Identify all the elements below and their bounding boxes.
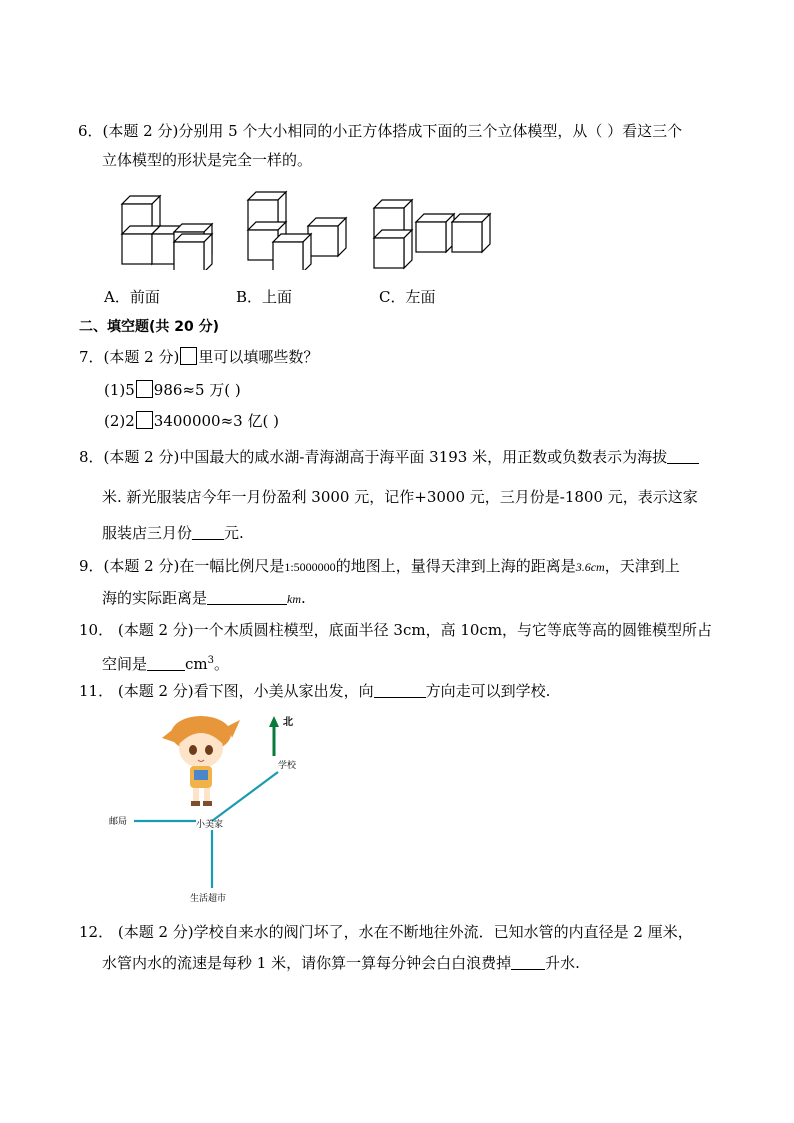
answer-blank <box>192 525 224 540</box>
q12-line2-prefix: 水管内水的流速是每秒 1 米，请你算一算每分钟会白白浪费掉 <box>102 954 512 972</box>
q6-line2: 立体模型的形状是完全一样的。 <box>102 151 313 169</box>
section-title: 二、填空题(共 20 分) <box>79 319 220 335</box>
north-label: 北 <box>283 717 293 728</box>
q10-line2-suffix: 。 <box>214 655 230 673</box>
q7-stem-suffix: 里可以填哪些数？ <box>198 348 319 366</box>
route-to-school <box>212 772 278 821</box>
answer-blank <box>511 955 545 970</box>
q11-line1 <box>79 681 550 701</box>
q9-prefix: 9．(本题 2 分)在一幅比例尺是 <box>79 557 285 575</box>
q7-part1-suffix: 986≈5 万( ) <box>153 381 241 399</box>
q9-middle: 的地图上，量得天津到上海的距离是 <box>335 557 576 575</box>
answer-blank <box>147 656 185 671</box>
q6-option-b: B．上面 <box>236 288 293 306</box>
q7-part1 <box>104 380 241 400</box>
answer-blank <box>207 590 287 605</box>
q9-line2-prefix: 海的实际距离是 <box>102 589 208 607</box>
market-label: 生活超市 <box>190 894 227 904</box>
q7-part2-suffix: 3400000≈3 亿( ) <box>153 412 279 430</box>
q7-part1-prefix: (1)5 <box>104 381 135 399</box>
fill-box <box>180 347 197 365</box>
q10-superscript: 3 <box>207 655 215 666</box>
q10-line2-prefix: 空间是 <box>102 655 148 673</box>
q9-line2-suffix: . <box>301 589 306 607</box>
q10-unit: cm <box>185 655 208 673</box>
q12-line1: 12． (本题 2 分)学校自来水的阀门坏了，水在不断地往外流．已知水管的内直径是 2 厘米， <box>79 923 693 941</box>
post-office-label: 邮局 <box>109 817 128 827</box>
q8-line1-text: 8．(本题 2 分)中国最大的咸水湖-青海湖高于海平面 3193 米，用正数或负数表示为海拔 <box>79 448 668 466</box>
q7-part2-prefix: (2)2 <box>104 412 135 430</box>
q6-option-c: C．左面 <box>379 288 436 306</box>
cube-model-1 <box>122 196 212 270</box>
q8-line3-prefix: 服装店三月份 <box>102 524 193 542</box>
q12-line2-suffix: 升水. <box>545 954 580 972</box>
q7-stem <box>79 347 318 367</box>
direction-map <box>100 708 320 908</box>
school-label: 学校 <box>278 761 297 771</box>
cube-model-2 <box>248 192 346 270</box>
fill-box <box>136 411 153 429</box>
q8-line2: 米. 新光服装店今年一月份盈利 3000 元，记作+3000 元，三月份是-1800 元，表示这家 <box>102 488 698 506</box>
answer-blank <box>667 449 699 464</box>
q7-part2 <box>104 411 279 431</box>
fill-box <box>136 380 153 398</box>
q10-line1: 10． (本题 2 分)一个木质圆柱模型，底面半径 3cm，高 10cm，与它等底等高的圆锥模型所占 <box>79 621 713 639</box>
q9-unit: km <box>287 592 302 606</box>
q6-option-a: A．前面 <box>104 288 160 306</box>
q7-stem-prefix: 7．(本题 2 分) <box>79 348 180 366</box>
answer-blank <box>374 683 426 698</box>
cube-models-figure <box>118 186 508 270</box>
q11-suffix: 方向走可以到学校. <box>425 682 551 700</box>
q6-line1: 6．(本题 2 分)分别用 5 个大小相同的小正方体搭成下面的三个立体模型，从（ ）看这三个 <box>78 122 683 140</box>
q9-suffix: ，天津到上 <box>604 557 680 575</box>
q12-line2 <box>102 953 580 973</box>
q10-line2 <box>102 651 229 674</box>
q8-line3 <box>102 523 244 543</box>
home-label: 小美家 <box>196 820 224 830</box>
q9-scale: 1:5000000 <box>284 560 336 574</box>
q8-line3-suffix: 元. <box>224 524 244 542</box>
q9-line2 <box>102 588 306 609</box>
girl-illustration-icon <box>162 716 240 806</box>
q9-line1 <box>79 556 680 577</box>
q8-line1 <box>79 447 699 467</box>
cube-model-3 <box>374 200 490 268</box>
q11-prefix: 11． (本题 2 分)看下图，小美从家出发，向 <box>79 682 374 700</box>
q9-distance: 3.6cm <box>575 560 605 574</box>
north-arrow-icon <box>269 716 279 756</box>
